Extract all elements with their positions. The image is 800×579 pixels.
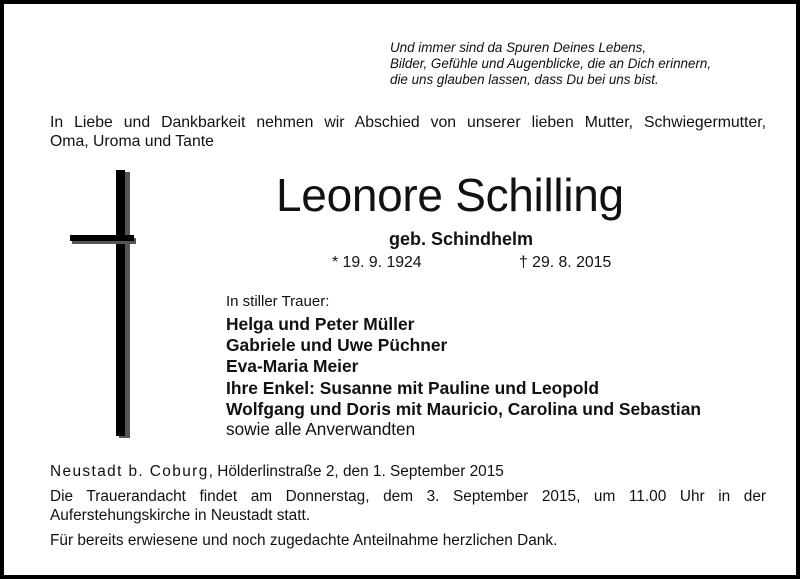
mourner-entry: Wolfgang und Doris mit Mauricio, Carolina und Sebastian (226, 398, 702, 419)
intro-line: Oma, Uroma und Tante (50, 133, 214, 150)
mourner-entry: Gabriele und Uwe Püchner (226, 335, 448, 356)
mourner-entry: Ihre Enkel: Susanne mit Pauline und Leopold (226, 377, 599, 398)
service-info-line: Die Trauerandacht findet am Donnerstag, dem 3. September 2015, um 11.00 Uhr in der (50, 488, 766, 505)
latin-cross-icon (70, 170, 136, 440)
mourner-entry: Helga und Peter Müller (226, 314, 415, 334)
service-info-line: Auferstehungskirche in Neustadt statt. (50, 507, 311, 524)
city-name: Neustadt b. Coburg (50, 463, 209, 480)
notice-footer (50, 462, 766, 550)
farewell-intro (50, 113, 766, 151)
thanks-line: Für bereits erwiesene und noch zugedachte Anteilnahme herzlichen Dank. (50, 532, 558, 549)
location-date-line (50, 462, 766, 481)
deceased-name: Leonore Schilling (276, 169, 624, 221)
address-date: , Hölderlinstraße 2, den 1. September 2015 (208, 463, 504, 480)
poem-line: die uns glauben lassen, dass Du bei uns bist. (390, 72, 659, 87)
poem-line: Bilder, Gefühle und Augenblicke, die an Dich erinnern, (390, 56, 712, 71)
maiden-name: geb. Schindhelm (389, 229, 534, 249)
poem-line: Und immer sind da Spuren Deines Lebens, (390, 40, 647, 55)
intro-line: In Liebe und Dankbarkeit nehmen wir Abschied von unserer lieben Mutter, Schwiegermutter, (50, 114, 766, 131)
mourners-list (226, 314, 701, 420)
mourner-entry: Eva-Maria Meier (226, 356, 359, 377)
birth-date: * 19. 9. 1924 (332, 254, 422, 271)
relatives-line: sowie alle Anverwandten (226, 419, 416, 439)
death-date: † 29. 8. 2015 (519, 254, 612, 271)
mourning-intro: In stiller Trauer: (226, 293, 330, 310)
memorial-poem (390, 40, 711, 88)
